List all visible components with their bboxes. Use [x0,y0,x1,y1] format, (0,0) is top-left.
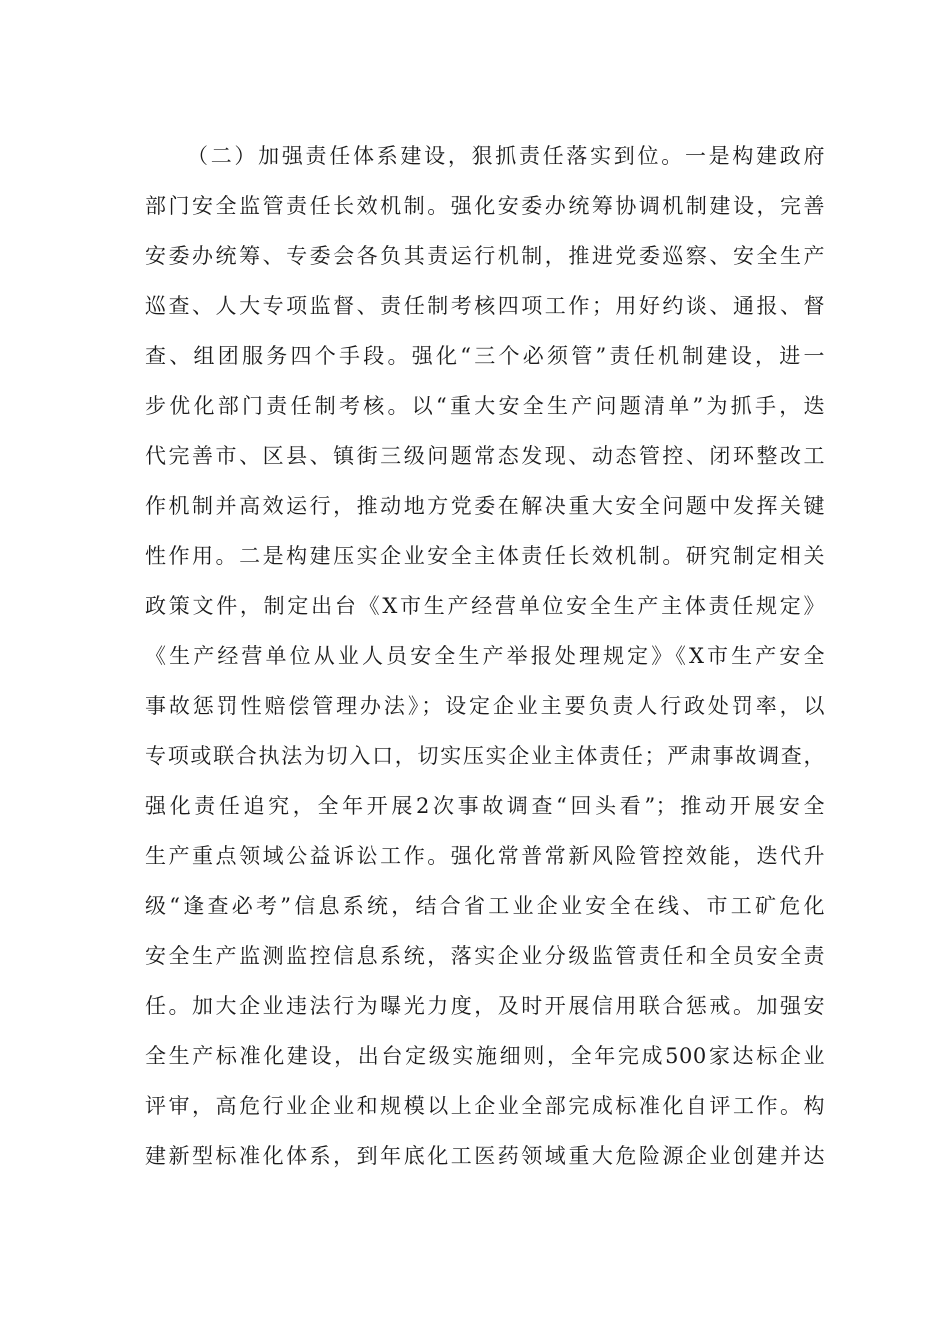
text-line: 步优化部门责任制考核。以“重大安全生产问题清单”为抓手，迭 [145,394,825,418]
text-line: 强化责任追究，全年开展2次事故调查“回头看”；推动开展安全 [145,794,825,818]
text-line: 事故惩罚性赔偿管理办法》；设定企业主要负责人行政处罚率，以 [145,694,825,718]
text-line: 性作用。二是构建压实企业安全主体责任长效机制。研究制定相关 [145,544,825,568]
text-line: 安全生产监测监控信息系统，落实企业分级监管责任和全员安全责 [145,944,825,968]
text-line: 评审，高危行业企业和规模以上企业全部完成标准化自评工作。构 [145,1094,825,1118]
text-line: 代完善市、区县、镇街三级问题常态发现、动态管控、闭环整改工 [145,444,825,468]
text-line: 任。加大企业违法行为曝光力度，及时开展信用联合惩戒。加强安 [145,994,825,1018]
text-line: 巡查、人大专项监督、责任制考核四项工作；用好约谈、通报、督 [145,294,825,318]
text-line: 《生产经营单位从业人员安全生产举报处理规定》《X市生产安全 [145,644,825,668]
text-line: 政策文件，制定出台《X市生产经营单位安全生产主体责任规定》 [145,594,825,618]
text-line: 作机制并高效运行，推动地方党委在解决重大安全问题中发挥关键 [145,494,825,518]
text-line: 全生产标准化建设，出台定级实施细则，全年完成500家达标企业 [145,1044,825,1068]
text-line: 建新型标准化体系，到年底化工医药领域重大危险源企业创建并达 [145,1144,825,1168]
text-line: 专项或联合执法为切入口，切实压实企业主体责任；严肃事故调查， [145,744,825,768]
body-paragraph [145,131,825,1181]
text-line: （二）加强责任体系建设，狠抓责任落实到位。一是构建政府 [187,144,825,168]
text-line: 安委办统筹、专委会各负其责运行机制，推进党委巡察、安全生产 [145,244,825,268]
text-line: 查、组团服务四个手段。强化“三个必须管”责任机制建设，进一 [145,344,825,368]
text-line: 部门安全监管责任长效机制。强化安委办统筹协调机制建设，完善 [145,194,825,218]
text-line: 级“逢查必考”信息系统，结合省工业企业安全在线、市工矿危化 [145,894,825,918]
text-line: 生产重点领域公益诉讼工作。强化常普常新风险管控效能，迭代升 [145,844,825,868]
